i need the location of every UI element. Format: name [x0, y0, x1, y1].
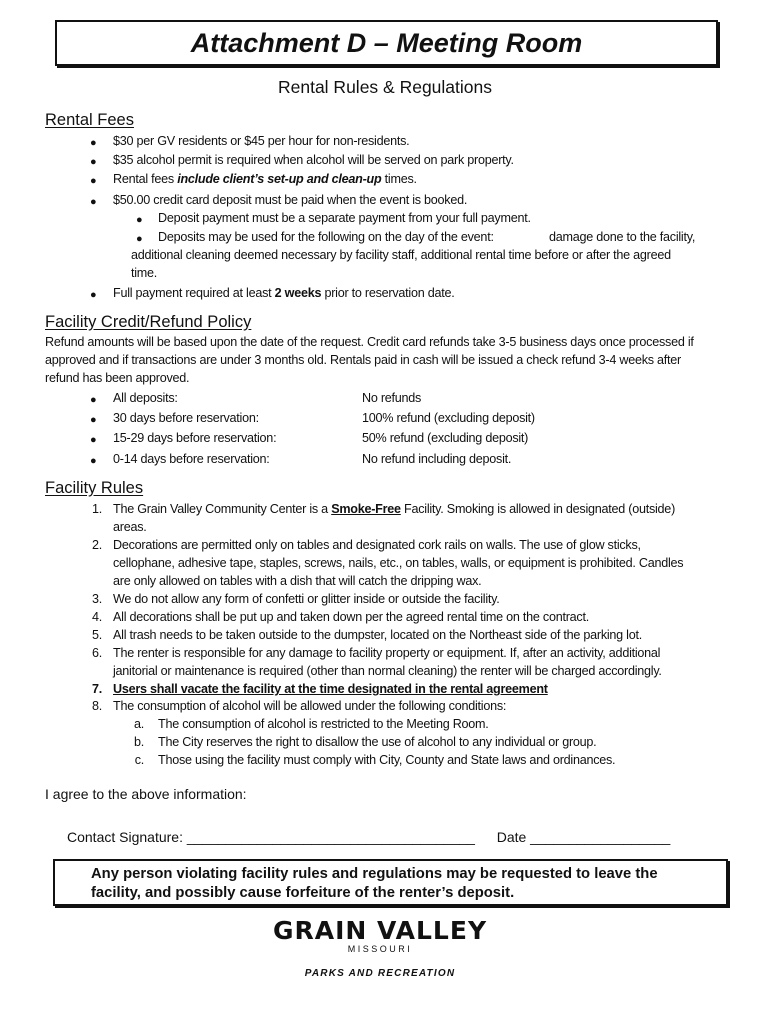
logo-state: MISSOURI [347, 944, 413, 954]
rule-text: We do not allow any form of confetti or glitter inside or outside the facility. [113, 592, 500, 606]
page-title: Attachment D – Meeting Room [190, 28, 583, 58]
bullet: ● [90, 434, 97, 446]
rule-text: The consumption of alcohol will be allowed under the following conditions: [113, 699, 507, 713]
bullet: ● [90, 394, 97, 406]
rules-heading: Facility Rules [45, 479, 144, 497]
fee-item: Rental fees include client’s set-up and clean-up times. [113, 172, 417, 186]
refund-label: 30 days before reservation: [113, 411, 259, 425]
bullet: ● [136, 214, 143, 226]
rule-number: 7. [91, 682, 102, 696]
deposit-sub-item-cont: time. [131, 266, 158, 280]
sub-letter: b. [133, 735, 144, 749]
subtitle: Rental Rules & Regulations [277, 77, 492, 97]
sub-letter: a. [133, 717, 144, 731]
title-box [55, 20, 718, 66]
refund-value: No refunds [362, 391, 422, 405]
rule-text: are only allowed on tables with a dish that will catch the dripping wax. [113, 574, 482, 588]
refund-value: 50% refund (excluding deposit) [362, 431, 529, 445]
refund-text: refund has been approved. [45, 371, 190, 385]
rule-text: All trash needs to be taken outside to the dumpster, located on the Northeast side of the parking lot. [113, 628, 642, 642]
rule-number: 3. [91, 592, 102, 606]
bullet: ● [90, 414, 97, 426]
warning-text: facility, and possibly cause forfeiture of the renter’s deposit. [91, 885, 515, 901]
bullet: ● [90, 289, 97, 301]
fee-item: $50.00 credit card deposit must be paid when the event is booked. [113, 193, 468, 207]
agree-text: I agree to the above information: [45, 786, 247, 802]
signature-row [67, 829, 670, 845]
rule-number: 8. [91, 699, 102, 713]
refund-value: 100% refund (excluding deposit) [362, 411, 535, 425]
date-field[interactable]: Date __________________ [496, 829, 671, 845]
rule-text: cellophane, adhesive tape, staples, screws, nails, etc., on tables, walls, or equipment is prohibited. Candles [113, 556, 684, 570]
bullet: ● [90, 196, 97, 208]
fee-item: $35 alcohol permit is required when alcohol will be served on park property. [113, 153, 514, 167]
sub-letter: c. [134, 753, 144, 767]
deposit-sub-item: Deposits may be used for the following on the day of the event: [158, 230, 494, 244]
bullet: ● [90, 175, 97, 187]
sub-rule-text: The City reserves the right to disallow the use of alcohol to any individual or group. [158, 735, 597, 749]
rule-number: 1. [91, 502, 102, 516]
logo-name: GRAIN VALLEY [272, 916, 488, 945]
refund-label: All deposits: [113, 391, 178, 405]
bullet: ● [90, 156, 97, 168]
signature-field[interactable]: Contact Signature: _____________________________________ [67, 829, 475, 845]
rule-text: The renter is responsible for any damage to facility property or equipment. If, after an activity, additional [113, 646, 661, 660]
deposit-sub-item-cont: additional cleaning deemed necessary by facility staff, additional rental time before or after the agreed [131, 248, 671, 262]
rule-text: All decorations shall be put up and taken down per the agreed rental time on the contract. [113, 610, 589, 624]
refund-text: approved and if transactions are under 3 months old. Rentals paid in cash will be issued a check refund 3-4 weeks after [45, 353, 681, 367]
refund-label: 15-29 days before reservation: [113, 431, 277, 445]
deposit-sub-item-cont: damage done to the facility, [549, 230, 696, 244]
fee-item: Full payment required at least 2 weeks prior to reservation date. [113, 286, 455, 300]
bullet: ● [90, 137, 97, 149]
deposit-sub-item: Deposit payment must be a separate payment from your full payment. [158, 211, 531, 225]
rule-number: 2. [91, 538, 102, 552]
sub-rule-text: The consumption of alcohol is restricted to the Meeting Room. [158, 717, 489, 731]
bullet: ● [136, 233, 143, 245]
sub-rule-text: Those using the facility must comply with City, County and State laws and ordinances. [158, 753, 616, 767]
rule-text: The Grain Valley Community Center is a Smoke-Free Facility. Smoking is allowed in designated (outside) [113, 502, 676, 516]
rental-fees-heading: Rental Fees [45, 111, 134, 129]
refund-heading: Facility Credit/Refund Policy [45, 313, 252, 331]
fee-item: $30 per GV residents or $45 per hour for non-residents. [113, 134, 410, 148]
warning-text: Any person violating facility rules and regulations may be requested to leave the [91, 866, 658, 882]
refund-label: 0-14 days before reservation: [113, 452, 270, 466]
grain-valley-logo [250, 916, 510, 996]
rule-text: areas. [113, 520, 147, 534]
refund-text: Refund amounts will be based upon the date of the request. Credit card refunds take 3-5 business days once processed if [45, 335, 694, 349]
rule-text: janitorial or maintenance is required (other than normal cleaning) the renter will be charged accordingly. [113, 664, 662, 678]
warning-box [53, 859, 728, 906]
logo-subtitle: PARKS AND RECREATION [304, 968, 456, 979]
refund-value: No refund including deposit. [362, 452, 512, 466]
rule-text-emphasis: Users shall vacate the facility at the time designated in the rental agreement [113, 682, 548, 696]
bullet: ● [90, 455, 97, 467]
rule-number: 6. [91, 646, 102, 660]
rule-number: 4. [91, 610, 102, 624]
rule-number: 5. [91, 628, 102, 642]
rule-text: Decorations are permitted only on tables and designated cork rails on walls. The use of glow sticks, [113, 538, 641, 552]
